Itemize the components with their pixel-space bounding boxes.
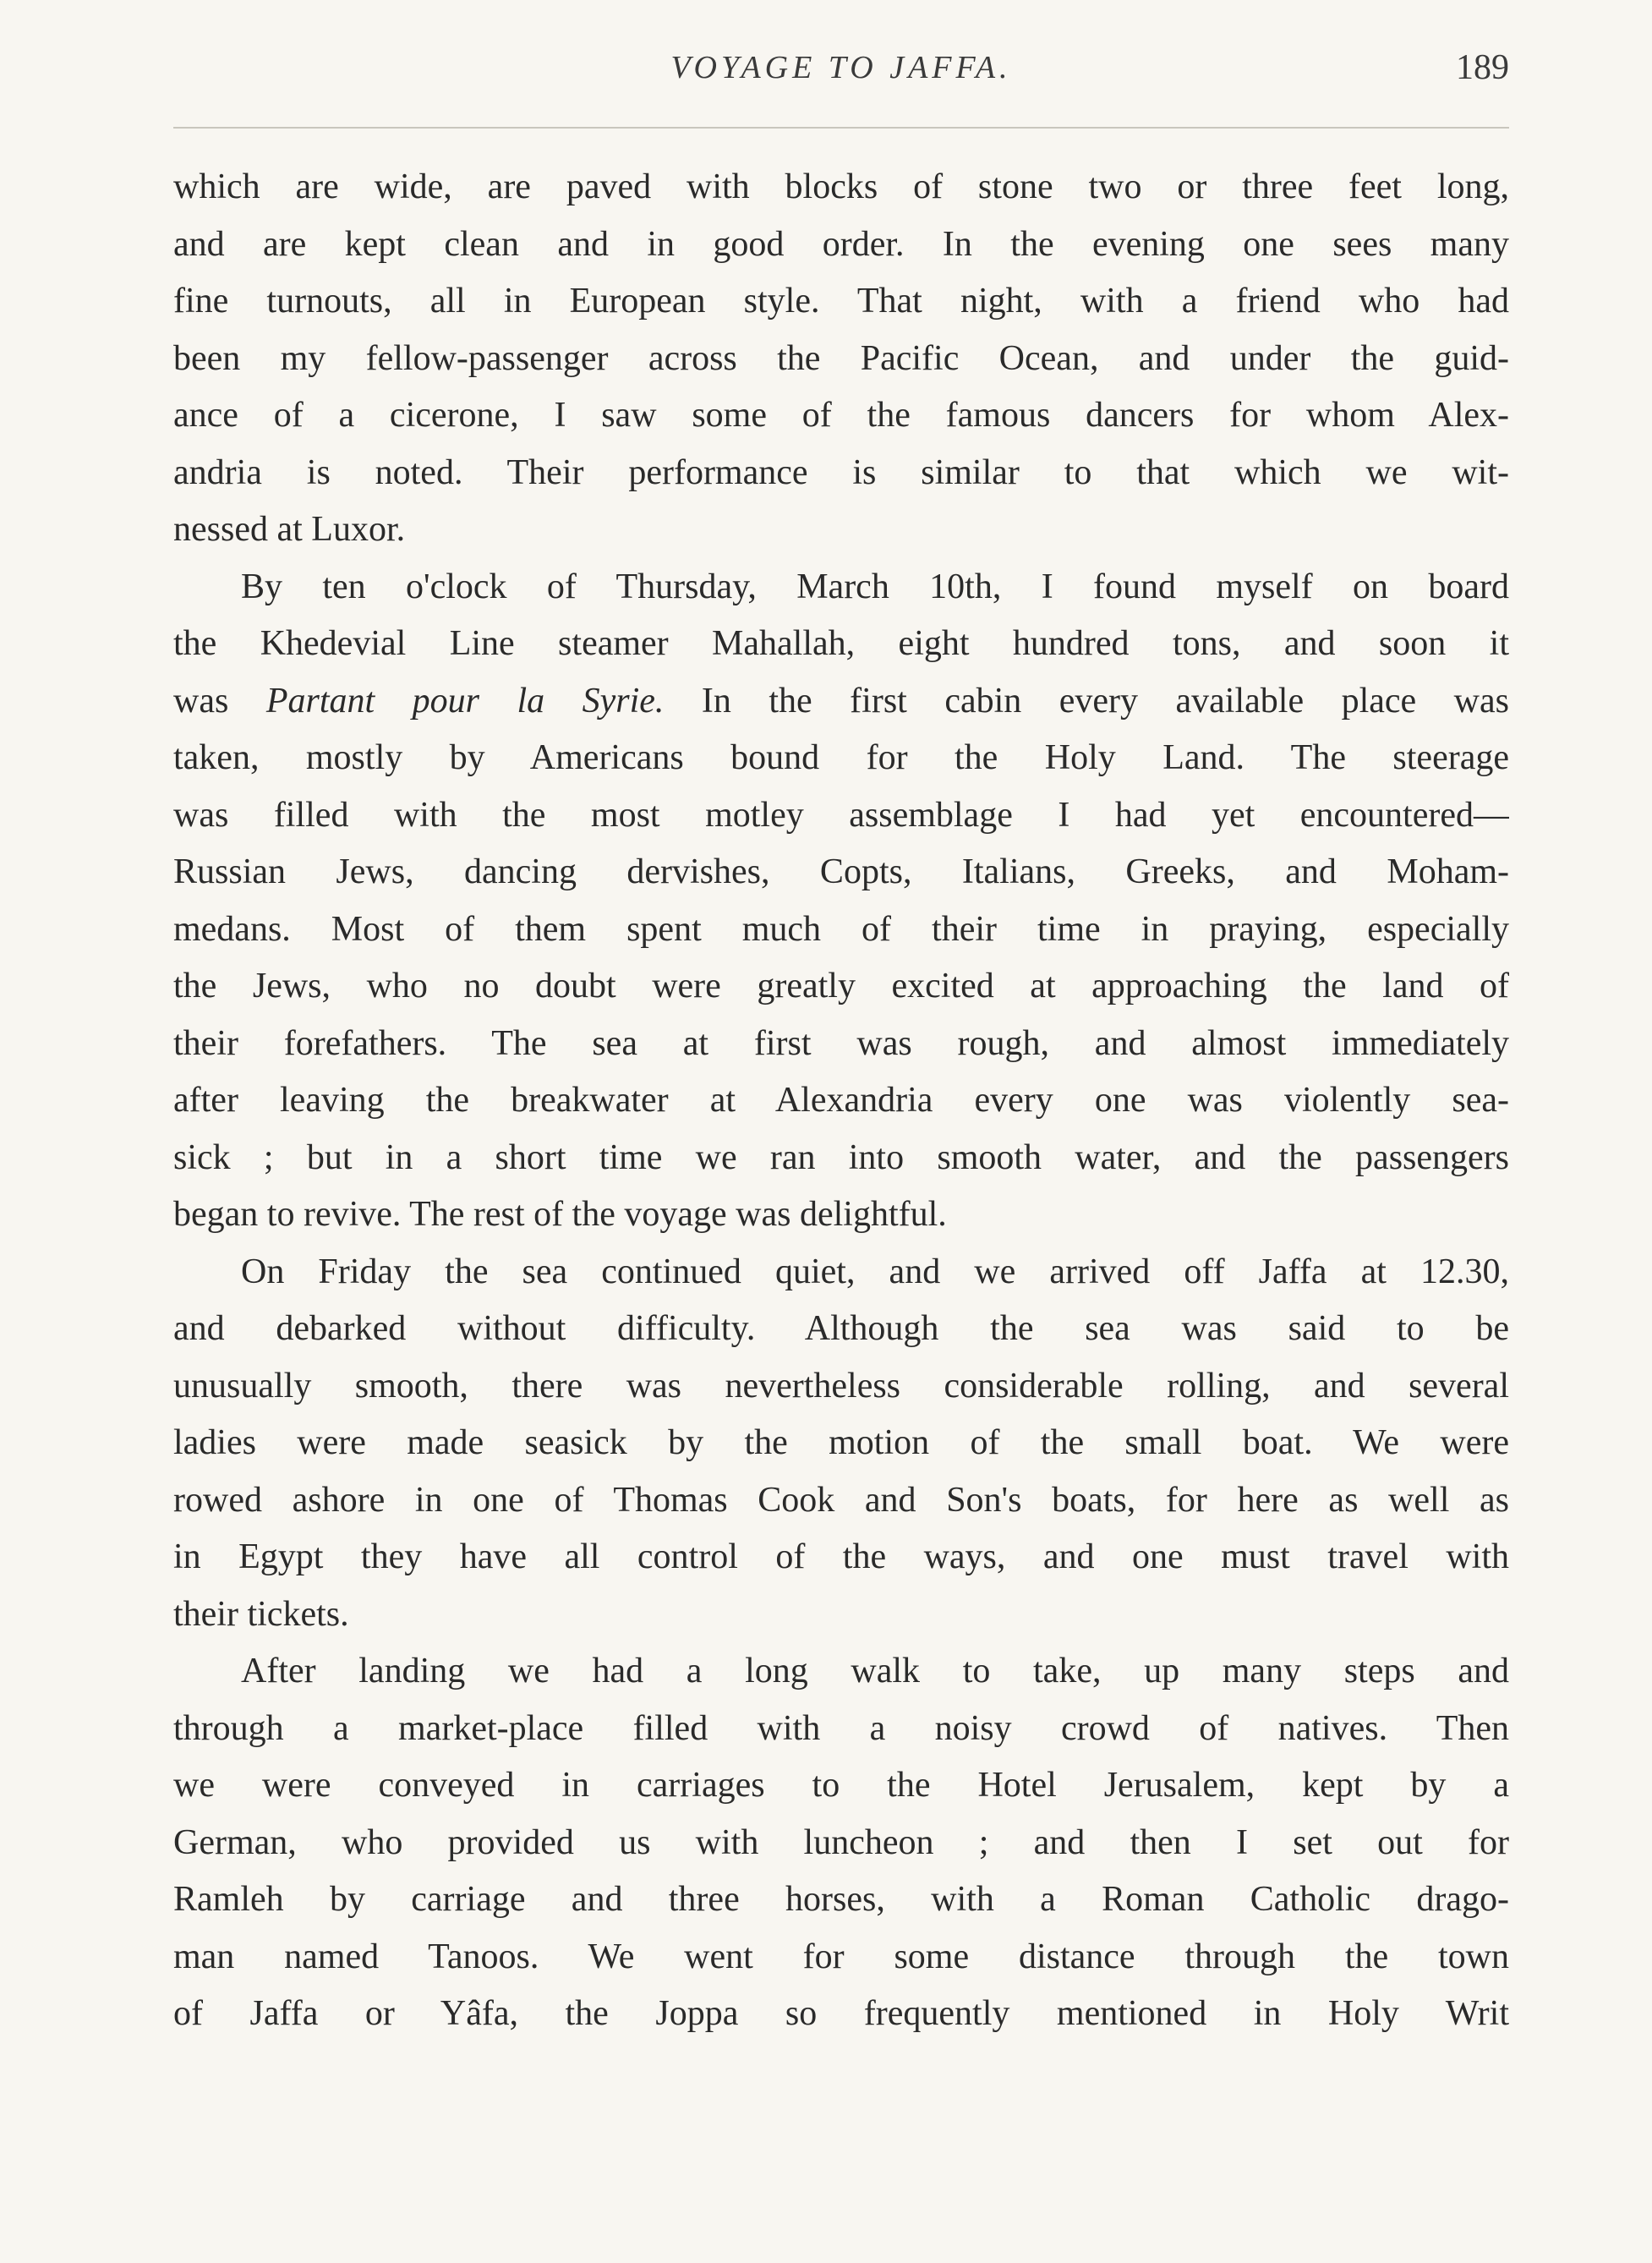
text-line: began to revive. The rest of the voyage was delightful. <box>173 1195 947 1234</box>
page-number: 189 <box>1456 48 1509 87</box>
text-line: and debarked without difficulty. Although the sea was said to be <box>173 1309 1509 1348</box>
text-line: Ramleh by carriage and three horses, with a Roman Catholic drago- <box>173 1880 1509 1919</box>
body-text <box>173 159 1509 2043</box>
text-line: and are kept clean and in good order. In the evening one sees many <box>173 224 1509 264</box>
text-line: rowed ashore in one of Thomas Cook and Son's boats, for here as well as <box>173 1480 1509 1520</box>
running-title: VOYAGE TO JAFFA. <box>670 50 1012 85</box>
text-line: ladies were made seasick by the motion of the small boat. We were <box>173 1423 1509 1462</box>
text-line: After landing we had a long walk to take, up many steps and <box>241 1652 1509 1690</box>
text-line: On Friday the sea continued quiet, and we arrived off Jaffa at 12.30, <box>241 1252 1509 1291</box>
text-line: which are wide, are paved with blocks of stone two or three feet long, <box>173 167 1509 206</box>
text-line: German, who provided us with luncheon ; and then I set out for <box>173 1822 1509 1862</box>
text-line: andria is noted. Their performance is similar to that which we wit- <box>173 452 1509 492</box>
text-line: By ten o'clock of Thursday, March 10th, I found myself on board <box>241 567 1509 606</box>
text-line: the Jews, who no doubt were greatly excited at approaching the land of <box>173 967 1509 1005</box>
text-line: been my fellow-passenger across the Pacific Ocean, and under the guid- <box>173 338 1509 378</box>
text-line: sick ; but in a short time we ran into smooth water, and the passengers <box>173 1137 1509 1177</box>
text-line: after leaving the breakwater at Alexandria every one was violently sea- <box>173 1081 1509 1120</box>
text-line-with-italic <box>173 673 1509 731</box>
text-span: In the first cabin every available place was <box>664 681 1509 721</box>
text-line: ance of a cicerone, I saw some of the famous dancers for whom Alex- <box>173 396 1509 435</box>
text-line: was filled with the most motley assemblage I had yet encountered— <box>173 795 1509 835</box>
text-line: Russian Jews, dancing dervishes, Copts, Italians, Greeks, and Moham- <box>173 852 1509 891</box>
text-line: fine turnouts, all in European style. That night, with a friend who had <box>173 282 1509 321</box>
text-line: the Khedevial Line steamer Mahallah, eight hundred tons, and soon it <box>173 624 1509 663</box>
italic-title-span: Partant pour la Syrie. <box>265 681 665 721</box>
text-line: man named Tanoos. We went for some distance through the town <box>173 1937 1509 1976</box>
text-line: medans. Most of them spent much of their time in praying, especially <box>173 909 1509 949</box>
text-line: their tickets. <box>173 1594 349 1634</box>
text-line: we were conveyed in carriages to the Hotel Jerusalem, kept by a <box>173 1766 1509 1805</box>
text-line: through a market-place filled with a noisy crowd of natives. Then <box>173 1708 1509 1748</box>
text-line: in Egypt they have all control of the ways, and one must travel with <box>173 1537 1509 1576</box>
text-line: of Jaffa or Yâfa, the Joppa so frequently mentioned in Holy Writ <box>173 1994 1509 2033</box>
text-line: taken, mostly by Americans bound for the Holy Land. The steerage <box>173 738 1509 777</box>
header-rule <box>173 127 1509 129</box>
text-span: was <box>173 681 266 721</box>
text-line: nessed at Luxor. <box>173 510 406 549</box>
running-head <box>173 49 1509 100</box>
text-line: unusually smooth, there was nevertheless considerable rolling, and several <box>173 1366 1509 1405</box>
text-line: their forefathers. The sea at first was rough, and almost immediately <box>173 1023 1509 1063</box>
